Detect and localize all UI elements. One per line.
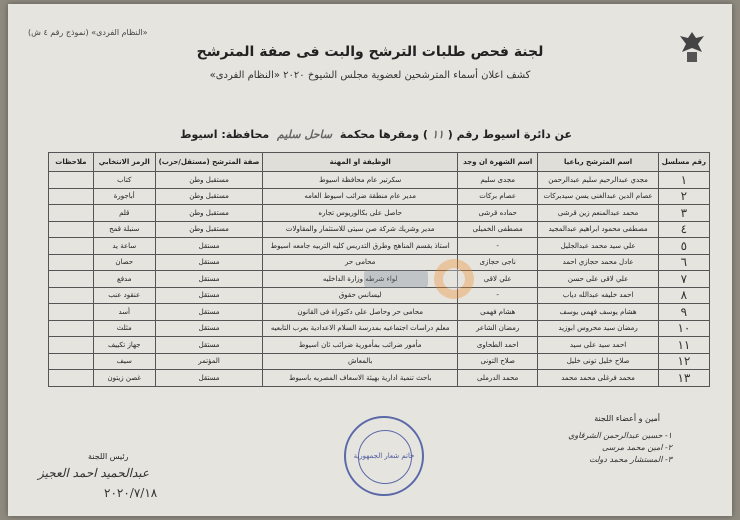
cell-symbol: أسد	[93, 304, 155, 321]
table-row	[49, 304, 710, 321]
cell-notes	[49, 238, 94, 255]
cell-type: مستقبل وطن	[155, 172, 263, 189]
cell-serial: ٣	[658, 205, 709, 222]
cell-serial: ٢	[658, 188, 709, 205]
seal-text: خاتم شعار الجمهورية	[353, 452, 415, 460]
cell-job: محامى حر	[263, 254, 457, 271]
cell-job: محامى حر وحاصل على دكتوراة فى القانون	[263, 304, 457, 321]
form-number: (نموذج رقم ٤ ش) «النظام الفردى»	[28, 28, 148, 37]
cell-symbol: جهاز تكييف	[93, 337, 155, 354]
cell-name: مصطفى محمود ابراهيم عبدالمجيد	[538, 221, 658, 238]
cell-nickname: -	[457, 238, 537, 255]
cell-nickname: رمضان الشاعر	[457, 320, 537, 337]
cell-notes	[49, 221, 94, 238]
document-date: ٢٠٢٠/٧/١٨	[104, 486, 158, 500]
cell-nickname: -	[457, 287, 537, 304]
cell-job: بالمعاش	[263, 353, 457, 370]
official-seal	[344, 416, 424, 496]
cell-notes	[49, 287, 94, 304]
cell-symbol: مثلث	[93, 320, 155, 337]
cell-notes	[49, 320, 94, 337]
cell-job: مأمور ضرائب بمأمورية ضرائب ثان اسيوط	[263, 337, 457, 354]
table-row	[49, 238, 710, 255]
cell-nickname: صلاح التونى	[457, 353, 537, 370]
cell-symbol: سيف	[93, 353, 155, 370]
cell-notes	[49, 337, 94, 354]
cell-job: سكرتير عام محافظة اسيوط	[263, 172, 457, 189]
cell-serial: ١١	[658, 337, 709, 354]
cell-notes	[49, 353, 94, 370]
cell-name: محمد عبدالمنعم زين قرشى	[538, 205, 658, 222]
cell-type: مستقل	[155, 370, 263, 387]
cell-serial: ٦	[658, 254, 709, 271]
page-title: لجنة فحص طلبات الترشح والبت فى صفة المترشح	[196, 44, 544, 60]
col-notes: ملاحظات	[49, 153, 94, 172]
cell-serial: ٧	[658, 271, 709, 288]
cell-nickname: محمد الدرملى	[457, 370, 537, 387]
cell-nickname: هشام فهمى	[457, 304, 537, 321]
district-court: ساحل سليم	[277, 128, 333, 141]
cell-symbol: أباجورة	[93, 188, 155, 205]
cell-type: مستقبل وطن	[155, 188, 263, 205]
cell-symbol: عنقود عنب	[93, 287, 155, 304]
cell-serial: ٩	[658, 304, 709, 321]
cell-type: المؤتمر	[155, 353, 263, 370]
cell-name: احمد خليفه عبدالله دياب	[538, 287, 658, 304]
cell-type: مستقل	[155, 304, 263, 321]
cell-notes	[49, 304, 94, 321]
col-serial: رقم مسلسل	[658, 153, 709, 172]
cell-name: هشام يوسف فهمى يوسف	[538, 304, 658, 321]
district-number: ١١	[431, 128, 444, 141]
cell-name: علي سيد محمد عبدالجليل	[538, 238, 658, 255]
cell-type: مستقل	[155, 337, 263, 354]
district-governorate: محافظة: اسيوط	[180, 128, 270, 141]
cell-nickname: مصطفى الخميلى	[457, 221, 537, 238]
table-row	[49, 353, 710, 370]
cell-nickname: ناجى حجازى	[457, 254, 537, 271]
cell-serial: ٥	[658, 238, 709, 255]
cell-notes	[49, 254, 94, 271]
cell-nickname: علي لاقى	[457, 271, 537, 288]
col-job: الوظيفة او المهنة	[263, 153, 457, 172]
member-signature: ٢- امين محمد مرسى	[602, 443, 672, 452]
cell-notes	[49, 172, 94, 189]
chairman-title: رئيس اللجنة	[88, 452, 129, 461]
cell-notes	[49, 271, 94, 288]
page-subtitle: كشف اعلان أسماء المترشحين لعضوية مجلس الشيوخ ٢٠٢٠ «النظام الفردى»	[209, 70, 531, 81]
cell-type: مستقل	[155, 271, 263, 288]
cell-job: باحث تنمية ادارية بهيئة الاسعاف المصريه باسيوط	[263, 370, 457, 387]
cell-nickname: مجدى سليم	[457, 172, 537, 189]
cell-name: عادل محمد حجازي احمد	[538, 254, 658, 271]
cell-type: مستقل	[155, 254, 263, 271]
watermark-logo-icon	[362, 254, 480, 304]
table-row	[49, 337, 710, 354]
cell-symbol: قلم	[93, 205, 155, 222]
cell-serial: ١٠	[658, 320, 709, 337]
cell-type: مستقبل وطن	[155, 205, 263, 222]
cell-symbol: ساعة يد	[93, 238, 155, 255]
cell-notes	[49, 205, 94, 222]
cell-notes	[49, 188, 94, 205]
table-row	[49, 221, 710, 238]
cell-name: عصام الدين عبدالغنى يسن سيدبركات	[538, 188, 658, 205]
cell-nickname: حماده قرشى	[457, 205, 537, 222]
chairman-signature: عبدالحميد احمد العجيز	[38, 466, 150, 480]
cell-type: مستقل	[155, 287, 263, 304]
table-row	[49, 188, 710, 205]
cell-symbol: كتاب	[93, 172, 155, 189]
district-prefix: عن دائرة اسيوط رقم (	[447, 128, 572, 141]
cell-name: علي لاقى على حسن	[538, 271, 658, 288]
cell-serial: ١٢	[658, 353, 709, 370]
cell-name: محمد فرغلى محمد محمد	[538, 370, 658, 387]
member-signature: ١- حسين عبدالرحمن الشرقاوي	[568, 431, 672, 440]
col-type: صفة المترشح (مستقل/حزب)	[155, 153, 263, 172]
cell-nickname: عصام بركات	[457, 188, 537, 205]
cell-notes	[49, 370, 94, 387]
cell-name: رمضان سيد محروس ابوزيد	[538, 320, 658, 337]
cell-name: مجدي عبدالرحيم سليم عبدالرحمن	[538, 172, 658, 189]
cell-symbol: مدفع	[93, 271, 155, 288]
cell-job: مدير وشريك شركة صن سيتى للاستثمار والمقاولات	[263, 221, 457, 238]
table-row	[49, 320, 710, 337]
cell-job: معلم دراسات اجتماعيه بمدرسة السلام الاعدادية بعرب التابعيه	[263, 320, 457, 337]
table-header-row	[49, 153, 710, 172]
district-middle: ) ومقرها محكمة	[339, 128, 428, 141]
cell-job: لواء شرطه وزارة الداخليه	[263, 271, 457, 288]
table-row	[49, 370, 710, 387]
cell-serial: ١	[658, 172, 709, 189]
cell-name: احمد سيد على سيد	[538, 337, 658, 354]
col-name: اسم المترشح رباعيا	[538, 153, 658, 172]
cell-symbol: غصن زيتون	[93, 370, 155, 387]
cell-name: صلاح خليل تونى خليل	[538, 353, 658, 370]
cell-serial: ٨	[658, 287, 709, 304]
cell-serial: ٤	[658, 221, 709, 238]
committee-members-title: أمين و أعضاء اللجنة	[594, 414, 660, 423]
cell-serial: ١٣	[658, 370, 709, 387]
cell-symbol: حصان	[93, 254, 155, 271]
cell-type: مستقبل وطن	[155, 221, 263, 238]
col-symbol: الرمز الانتخابي	[93, 153, 155, 172]
district-line	[180, 128, 572, 141]
document-sheet	[8, 4, 732, 516]
table-row	[49, 205, 710, 222]
cell-type: مستقل	[155, 238, 263, 255]
member-signature: ٣- المستشار محمد دولت	[589, 455, 672, 464]
cell-job: استاذ بقسم المناهج وطرق التدريس كليه التربيه جامعه اسيوط	[263, 238, 457, 255]
col-nickname: اسم الشهرة ان وجد	[457, 153, 537, 172]
committee-members-list	[568, 430, 672, 466]
cell-symbol: سنبلة قمح	[93, 221, 155, 238]
cell-job: حاصل على بكالوريوس تجاره	[263, 205, 457, 222]
cell-type: مستقل	[155, 320, 263, 337]
cell-job: مدير عام منطقة ضرائب اسيوط العامه	[263, 188, 457, 205]
cell-job: ليسانس حقوق	[263, 287, 457, 304]
table-row	[49, 172, 710, 189]
cell-nickname: احمد الطحاوى	[457, 337, 537, 354]
